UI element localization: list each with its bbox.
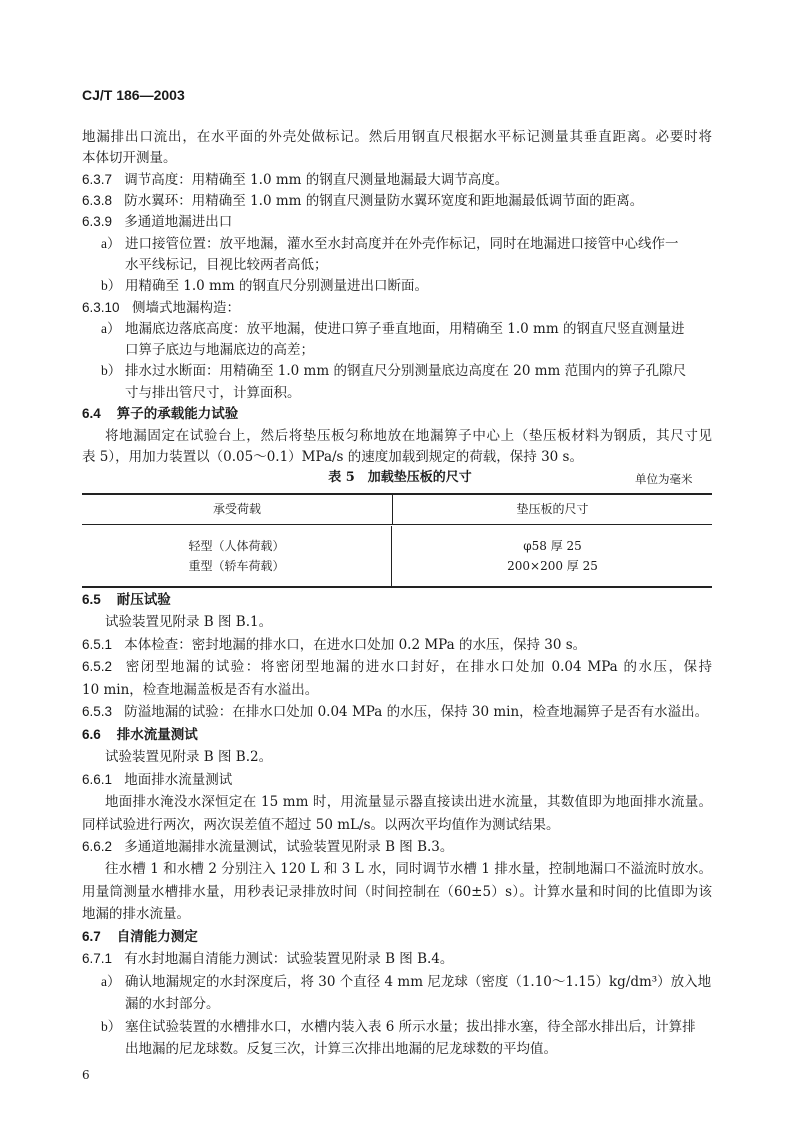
list-item-a bbox=[101, 319, 712, 339]
table-cell-size bbox=[393, 526, 712, 586]
clause-number: 6.6.1 bbox=[82, 772, 113, 787]
clause-6-5-2 bbox=[82, 657, 712, 677]
clause-number: 6.3.10 bbox=[82, 300, 120, 315]
section-6-5-heading bbox=[82, 590, 712, 610]
item-marker: a） bbox=[101, 321, 121, 336]
list-item-b bbox=[101, 361, 712, 381]
paragraph-line: 地漏的排水流量。 bbox=[82, 906, 190, 922]
item-text: 进口接管位置：放平地漏，灌水至水封高度并在外壳作标记，同时在地漏进口接管中心线作一 bbox=[125, 236, 679, 252]
section-title: 箅子的承载能力试验 bbox=[116, 406, 239, 422]
clause-text: 多通道地漏进出口 bbox=[124, 214, 233, 230]
clause-text: 多通道地漏排水流量测试，试验装置见附录 B 图 B.3。 bbox=[124, 839, 454, 855]
item-text: 地漏底边落底高度：放平地漏，使进口箅子垂直地面，用精确至 1.0 mm 的钢直尺竖直测量进 bbox=[125, 321, 685, 337]
table-cell: 重型（轿车荷载） bbox=[188, 559, 285, 573]
item-continuation: 水平线标记，目视比较两者高低； bbox=[125, 257, 328, 273]
item-text: 塞住试验装置的水槽排水口，水槽内装入表 6 所示水量；拔出排水塞，待全部水排出后，计算排 bbox=[125, 1019, 696, 1035]
item-marker: a） bbox=[101, 236, 121, 251]
section-number: 6.6 bbox=[82, 727, 101, 742]
section-number: 6.5 bbox=[82, 592, 101, 607]
paragraph-line: 地面排水淹没水深恒定在 15 mm 时，用流量显示器直接读出进水流量，其数值即为地面排水流量。 bbox=[105, 794, 712, 810]
paragraph-line: 用量筒测量水槽排水量，用秒表记录排放时间（时间控制在（60±5）s）。计算水量和时间的比值即为该 bbox=[82, 884, 712, 900]
clause-number: 6.3.8 bbox=[82, 193, 113, 208]
paragraph-line: 试验装置见附录 B 图 B.2。 bbox=[105, 749, 273, 765]
clause-6-5-3 bbox=[82, 702, 712, 722]
item-continuation: 寸与排出管尺寸，计算面积。 bbox=[125, 385, 301, 401]
clause-6-5-1 bbox=[82, 635, 712, 655]
page-number: 6 bbox=[82, 1068, 90, 1082]
clause-6-3-10 bbox=[82, 298, 712, 318]
item-continuation: 漏的水封部分。 bbox=[125, 996, 220, 1012]
clause-text: 有水封地漏自清能力测试：试验装置见附录 B 图 B.4。 bbox=[124, 951, 454, 967]
clause-6-3-9 bbox=[82, 212, 712, 232]
clause-number: 6.6.2 bbox=[82, 839, 113, 854]
table-title: 表 5 加载垫压板的尺寸 bbox=[328, 470, 472, 485]
item-marker: b） bbox=[101, 1019, 122, 1034]
section-6-6-heading bbox=[82, 725, 712, 745]
list-item-b bbox=[101, 276, 712, 296]
document-code: CJ/T 186—2003 bbox=[82, 87, 185, 103]
section-6-7-heading bbox=[82, 927, 712, 947]
paragraph-line: 往水槽 1 和水槽 2 分别注入 120 L 和 3 L 水，同时调节水槽 1 排水量，控制地漏口不溢流时放水。 bbox=[105, 861, 712, 877]
clause-number: 6.3.7 bbox=[82, 172, 113, 187]
clause-text: 防溢地漏的试验：在排水口处加 0.04 MPa 的水压，保持 30 min，检查地漏箅子是否有水溢出。 bbox=[124, 704, 709, 720]
paragraph-line: 地漏排出口流出，在水平面的外壳处做标记。然后用钢直尺根据水平标记测量其垂直距离。必要时将 bbox=[82, 129, 712, 145]
list-item-a bbox=[101, 234, 712, 254]
clause-text: 侧墙式地漏构造： bbox=[132, 300, 240, 316]
section-number: 6.4 bbox=[82, 406, 101, 421]
clause-6-3-8 bbox=[82, 191, 712, 211]
clause-number: 6.5.3 bbox=[82, 704, 113, 719]
item-marker: a） bbox=[101, 974, 121, 989]
list-item-b bbox=[101, 1017, 712, 1037]
clause-6-7-1 bbox=[82, 949, 712, 969]
table-cell: φ58 厚 25 bbox=[523, 539, 582, 553]
clause-number: 6.7.1 bbox=[82, 951, 113, 966]
table-header-cell: 垫压板的尺寸 bbox=[393, 495, 712, 525]
clause-text: 本体检查：密封地漏的排水口，在进水口处加 0.2 MPa 的水压，保持 30 s。 bbox=[124, 637, 587, 653]
list-item-a bbox=[101, 972, 712, 992]
item-continuation: 出地漏的尼龙球数。反复三次，计算三次排出地漏的尼龙球数的平均值。 bbox=[125, 1041, 557, 1057]
clause-number: 6.5.1 bbox=[82, 637, 113, 652]
item-text: 排水过水断面：用精确至 1.0 mm 的钢直尺分别测量底边高度在 20 mm 范围内的箅子孔隙尺 bbox=[125, 363, 687, 379]
table-cell: 轻型（人体荷载） bbox=[188, 539, 285, 553]
item-marker: b） bbox=[101, 363, 122, 378]
clause-6-3-7 bbox=[82, 170, 712, 190]
item-text: 确认地漏规定的水封深度后，将 30 个直径 4 mm 尼龙球（密度（1.10～1.15）kg/dm³）放入地 bbox=[125, 974, 712, 990]
clause-6-6-2 bbox=[82, 837, 712, 857]
table-cell: 200×200 厚 25 bbox=[507, 559, 598, 573]
clause-number: 6.3.9 bbox=[82, 214, 113, 229]
item-continuation: 口箅子底边与地漏底边的高差； bbox=[125, 342, 314, 358]
item-text: 用精确至 1.0 mm 的钢直尺分别测量进出口断面。 bbox=[125, 278, 428, 294]
item-marker: b） bbox=[101, 278, 122, 293]
paragraph-line: 表 5），用加力装置以（0.05～0.1）MPa/s 的速度加载到规定的荷载，保持 30 s。 bbox=[82, 449, 583, 465]
paragraph-line: 同样试验进行两次，两次误差值不超过 50 mL/s。以两次平均值作为测试结果。 bbox=[82, 817, 560, 833]
clause-text: 地面排水流量测试 bbox=[124, 772, 233, 788]
clause-number: 6.5.2 bbox=[82, 659, 113, 674]
table-cell-load bbox=[82, 526, 392, 586]
section-title: 排水流量测试 bbox=[116, 727, 198, 743]
paragraph-line: 将地漏固定在试验台上，然后将垫压板匀称地放在地漏箅子中心上（垫压板材料为钢质，其尺寸见 bbox=[105, 428, 712, 444]
table-unit: 单位为毫米 bbox=[635, 472, 693, 486]
paragraph-line: 试验装置见附录 B 图 B.1。 bbox=[105, 614, 273, 630]
clause-text: 防水翼环：用精确至 1.0 mm 的钢直尺测量防水翼环宽度和距地漏最低调节面的距离。 bbox=[124, 193, 644, 209]
section-number: 6.7 bbox=[82, 929, 101, 944]
section-title: 耐压试验 bbox=[116, 592, 171, 608]
section-6-4-heading bbox=[82, 404, 712, 424]
section-title: 自清能力测定 bbox=[116, 929, 198, 945]
paragraph-line: 本体切开测量。 bbox=[82, 150, 177, 166]
table-5 bbox=[82, 493, 712, 588]
clause-6-6-1 bbox=[82, 770, 712, 790]
table-header-cell: 承受荷载 bbox=[82, 495, 393, 525]
clause-text: 调节高度：用精确至 1.0 mm 的钢直尺测量地漏最大调节高度。 bbox=[124, 172, 509, 188]
paragraph-line: 10 min，检查地漏盖板是否有水溢出。 bbox=[82, 682, 319, 698]
clause-text: 密闭型地漏的试验：将密闭型地漏的进水口封好，在排水口处加 0.04 MPa 的水压，保持 bbox=[125, 659, 712, 675]
